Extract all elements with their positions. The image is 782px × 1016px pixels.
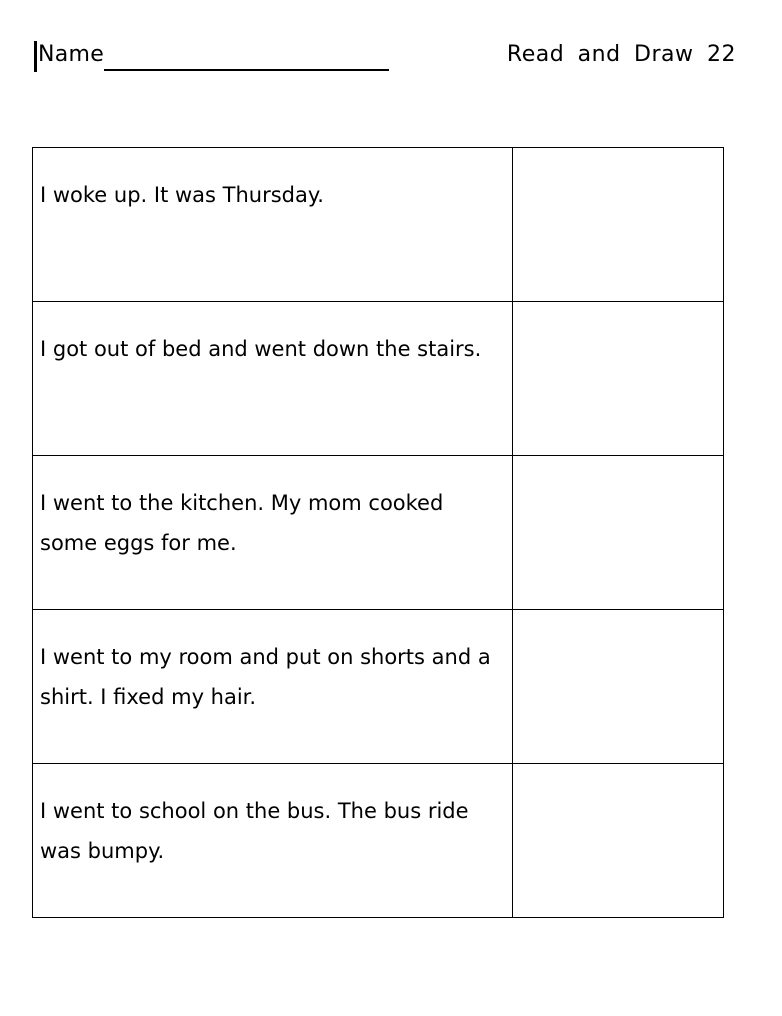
- read-and-draw-table: [32, 147, 724, 918]
- drawing-box[interactable]: [513, 302, 724, 456]
- text-cursor: [34, 41, 37, 72]
- table-row: [33, 148, 724, 302]
- name-label: Name: [38, 42, 105, 67]
- sentence-cell: [33, 764, 513, 918]
- table-row: [33, 610, 724, 764]
- sentence-cell: [33, 610, 513, 764]
- drawing-box[interactable]: [513, 764, 724, 918]
- table-row: [33, 302, 724, 456]
- table-row: [33, 764, 724, 918]
- drawing-box[interactable]: [513, 148, 724, 302]
- sentence-text: I went to school on the bus. The bus ride was bumpy.: [40, 799, 469, 863]
- sentence-cell: [33, 456, 513, 610]
- sentence-text: I got out of bed and went down the stairs.: [40, 337, 482, 361]
- sentence-cell: [33, 302, 513, 456]
- worksheet-header: [34, 38, 736, 78]
- sentence-text: I woke up. It was Thursday.: [40, 183, 324, 207]
- drawing-box[interactable]: [513, 610, 724, 764]
- sentence-text: I went to my room and put on shorts and a shirt. I fixed my hair.: [40, 645, 491, 709]
- worksheet-title: Read and Draw 22: [506, 42, 736, 67]
- drawing-box[interactable]: [513, 456, 724, 610]
- name-write-line[interactable]: [104, 69, 389, 71]
- sentence-text: I went to the kitchen. My mom cooked some eggs for me.: [40, 491, 444, 555]
- sentence-cell: [33, 148, 513, 302]
- table-row: [33, 456, 724, 610]
